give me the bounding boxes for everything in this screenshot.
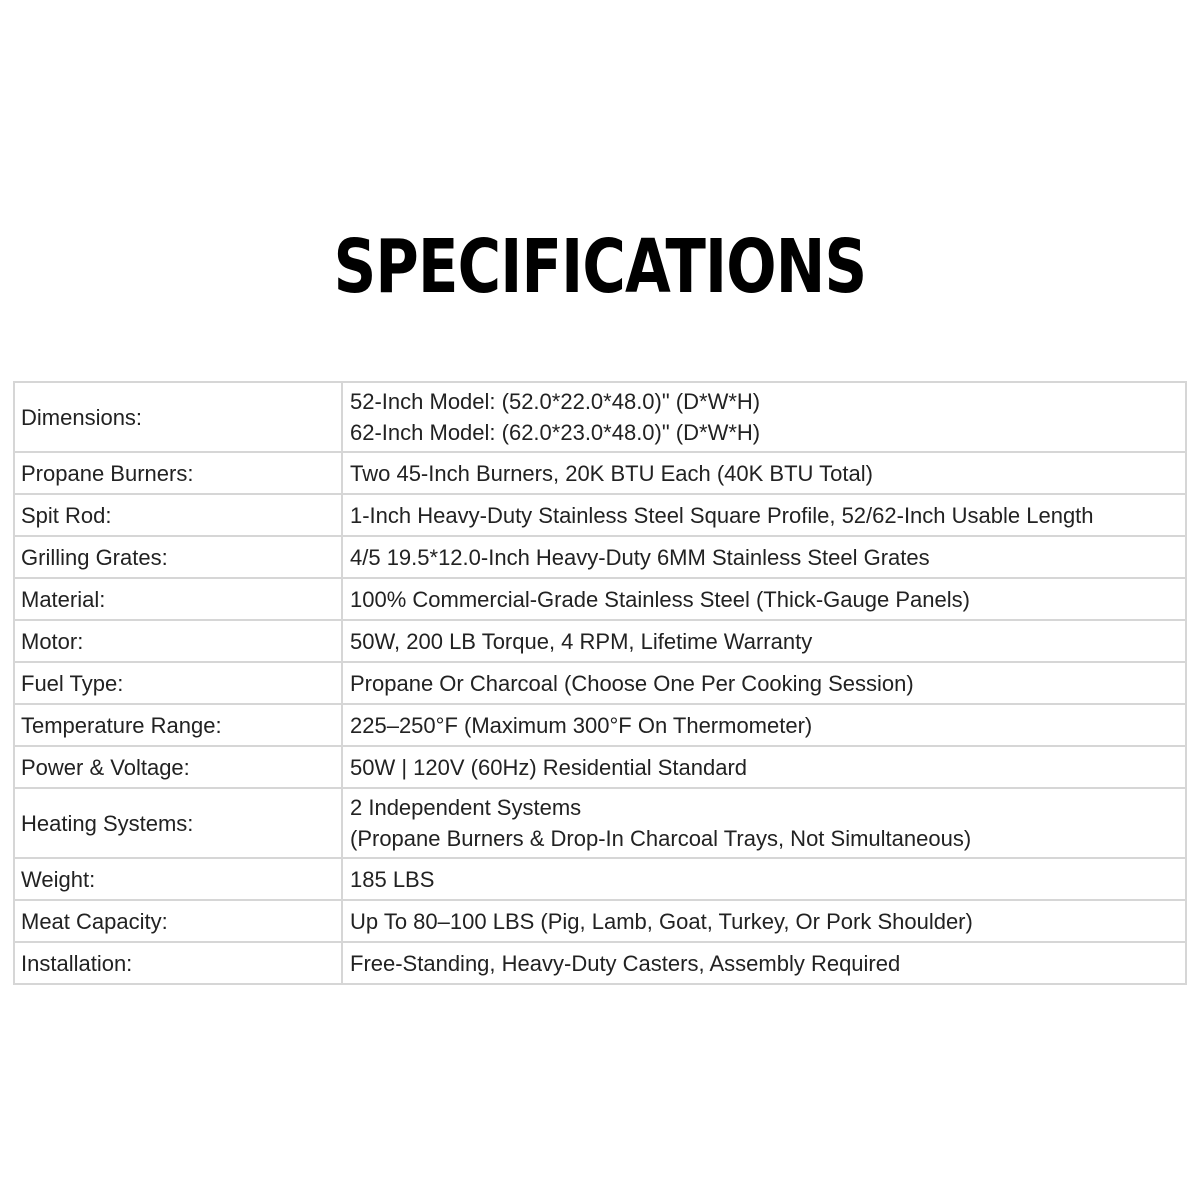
spec-value: [342, 662, 1186, 704]
table-row: [14, 382, 1186, 452]
spec-value: [342, 578, 1186, 620]
spec-label: Fuel Type:: [14, 662, 342, 704]
spec-label: Temperature Range:: [14, 704, 342, 746]
spec-label: Grilling Grates:: [14, 536, 342, 578]
spec-value-line: 1-Inch Heavy-Duty Stainless Steel Square Profile, 52/62-Inch Usable Length: [350, 502, 1094, 528]
table-row: [14, 858, 1186, 900]
table-row: [14, 662, 1186, 704]
spec-value-line: 100% Commercial-Grade Stainless Steel (Thick-Gauge Panels): [350, 586, 970, 612]
spec-label: Power & Voltage:: [14, 746, 342, 788]
table-row: [14, 452, 1186, 494]
spec-value-line: Two 45-Inch Burners, 20K BTU Each (40K BTU Total): [350, 460, 873, 486]
spec-value-line: 185 LBS: [350, 866, 435, 892]
spec-value-line: 225–250°F (Maximum 300°F On Thermometer): [350, 712, 813, 738]
spec-value: [342, 452, 1186, 494]
spec-value-line: 2 Independent Systems: [350, 795, 582, 820]
spec-label: Propane Burners:: [14, 452, 342, 494]
spec-value-line: 50W | 120V (60Hz) Residential Standard: [350, 754, 748, 780]
spec-label: Material:: [14, 578, 342, 620]
table-row: [14, 578, 1186, 620]
table-row: [14, 900, 1186, 942]
spec-value-line: (Propane Burners & Drop-In Charcoal Trays, Not Simultaneous): [350, 826, 972, 851]
spec-label: Heating Systems:: [14, 788, 342, 858]
spec-value: [342, 788, 1186, 858]
spec-value-line: 50W, 200 LB Torque, 4 RPM, Lifetime Warranty: [350, 628, 813, 654]
spec-label: Motor:: [14, 620, 342, 662]
spec-label: Meat Capacity:: [14, 900, 342, 942]
table-row: [14, 788, 1186, 858]
spec-value-line: Free-Standing, Heavy-Duty Casters, Assembly Required: [350, 950, 901, 976]
spec-value: [342, 382, 1186, 452]
specifications-table-body: [14, 382, 1186, 984]
table-row: [14, 704, 1186, 746]
table-row: [14, 536, 1186, 578]
spec-value-line: 4/5 19.5*12.0-Inch Heavy-Duty 6MM Stainless Steel Grates: [350, 544, 930, 570]
spec-label: Installation:: [14, 942, 342, 984]
spec-label: Dimensions:: [14, 382, 342, 452]
page-title: SPECIFICATIONS: [333, 224, 867, 310]
spec-value: [342, 536, 1186, 578]
spec-value-line: 52-Inch Model: (52.0*22.0*48.0)" (D*W*H): [350, 389, 761, 414]
table-row: [14, 746, 1186, 788]
specifications-table: [13, 381, 1187, 985]
spec-value-line: Propane Or Charcoal (Choose One Per Cooking Session): [350, 670, 914, 696]
spec-value-line: 62-Inch Model: (62.0*23.0*48.0)" (D*W*H): [350, 420, 761, 445]
spec-value: [342, 494, 1186, 536]
spec-value: [342, 900, 1186, 942]
table-row: [14, 942, 1186, 984]
spec-label: Spit Rod:: [14, 494, 342, 536]
spec-value: [342, 704, 1186, 746]
spec-label: Weight:: [14, 858, 342, 900]
spec-value-line: Up To 80–100 LBS (Pig, Lamb, Goat, Turkey, Or Pork Shoulder): [350, 908, 973, 934]
spec-value: [342, 942, 1186, 984]
spec-value: [342, 746, 1186, 788]
table-row: [14, 494, 1186, 536]
spec-value: [342, 858, 1186, 900]
table-row: [14, 620, 1186, 662]
spec-value: [342, 620, 1186, 662]
